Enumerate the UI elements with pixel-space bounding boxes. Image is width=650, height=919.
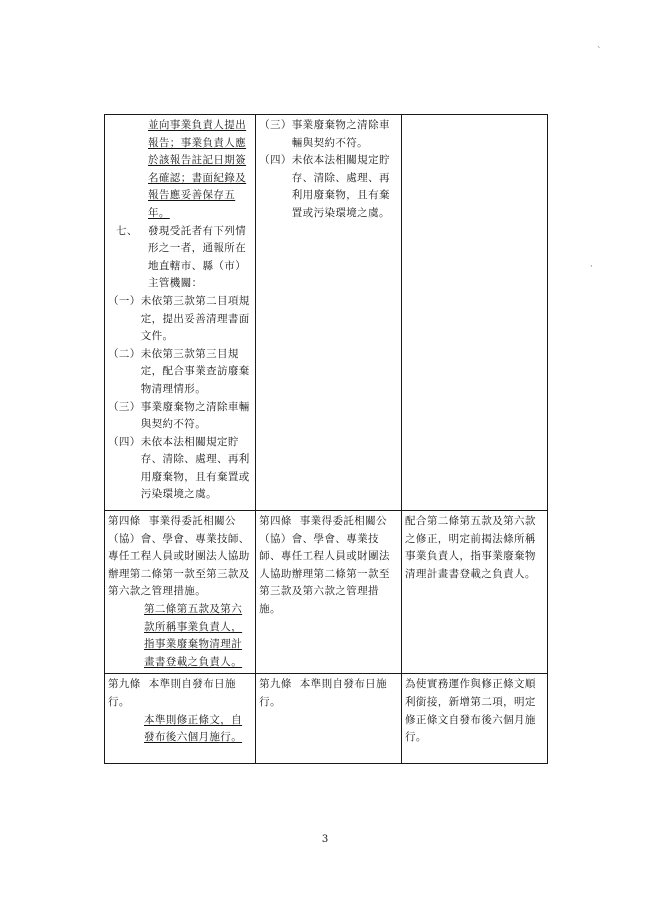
item-text: 未依第三款第三目規定，配合事業查訪廢棄物清理情形。 [140,347,250,395]
scan-speck: · [590,262,593,272]
list-item [108,434,252,504]
item-text: 未依本法相關規定貯存、清除、處理、再利用廢棄物，且有棄置或污染環境之虞。 [140,435,250,501]
item-text: 發現受託者有下列情形之一者，通報所在地直轄市、縣（市）主管機關： [148,224,247,290]
article-text: 本準則自發布日施行。 [108,678,236,708]
item-text: 事業廢棄物之清除車輛與契約不符。 [291,119,390,149]
list-item [259,117,398,152]
list-item [108,293,252,346]
item-text: 事業廢棄物之清除車輛與契約不符。 [140,400,250,431]
table-row [105,115,548,511]
added-paragraph: 本準則修正條文，自發布後六個月施行。 [144,713,243,744]
article-text: 本準則自發布日施行。 [259,678,387,708]
item-label: （四） [259,154,292,167]
amended-text-cell [105,511,256,674]
item-label: （三） [108,400,141,413]
item-label: 七、 [116,224,138,237]
added-paragraph: 第二條第五款及第六款所稱事業負責人，指事業廢棄物清理計畫書登載之負責人。 [144,602,243,668]
list-item [108,223,252,293]
amended-text-cell [105,115,256,511]
explanation-cell [402,115,548,511]
explanation-cell [402,511,548,674]
explanation-text: 配合第二條第五款及第六款之修正，明定前揭法條所稱事業負責人，指事業廢棄物清理計畫書登載之負責人。 [405,515,536,580]
list-item [259,152,398,222]
item-text: 未依第三款第二目項規定，提出妥善清理書面文件。 [140,294,250,343]
amended-text-cell [105,674,256,764]
article-label: 第四條 [108,515,141,527]
item-label: （三） [259,119,292,131]
article-label: 第九條 [108,678,141,691]
list-item [108,399,252,434]
scan-speck: ˋ [597,47,602,57]
article-label: 第九條 [259,678,292,691]
page-number: 3 [321,834,329,845]
item-text: 未依本法相關規定貯存、清除、處理、再利用廢棄物，且有棄置或污染環境之虞。 [291,154,390,219]
item-label: （二） [108,347,141,360]
explanation-text: 為使實務運作與修正條文順利銜接，新增第二項，明定修正條文自發布後六個月施行。 [405,678,536,744]
current-text-cell [256,115,402,511]
item-label: （四） [108,435,141,448]
current-text-cell [256,511,402,674]
table-row [105,511,548,674]
article-label: 第四條 [259,515,292,527]
current-text-cell [256,674,402,764]
list-item [108,346,252,399]
table-row [105,674,548,764]
item-label: （一） [108,294,141,307]
article-text: 事業得委託相關公（協）會、學會、專業技師、專任工程人員或財團法人協助辦理第二條第一款至第三款及第六款之管理措施。 [108,515,250,598]
article-text: 事業得委託相關公（協）會、學會、專業技師、專任工程人員或財團法人協助辦理第二條第一款至第三款及第六款之管理措施。 [259,515,390,615]
continued-paragraph: 並向事業負責人提出報告；事業負責人應於該報告註記日期簽名確認；書面紀錄及報告應妥善保存五年。 [148,119,247,219]
comparison-table [104,114,548,764]
explanation-cell [402,674,548,764]
